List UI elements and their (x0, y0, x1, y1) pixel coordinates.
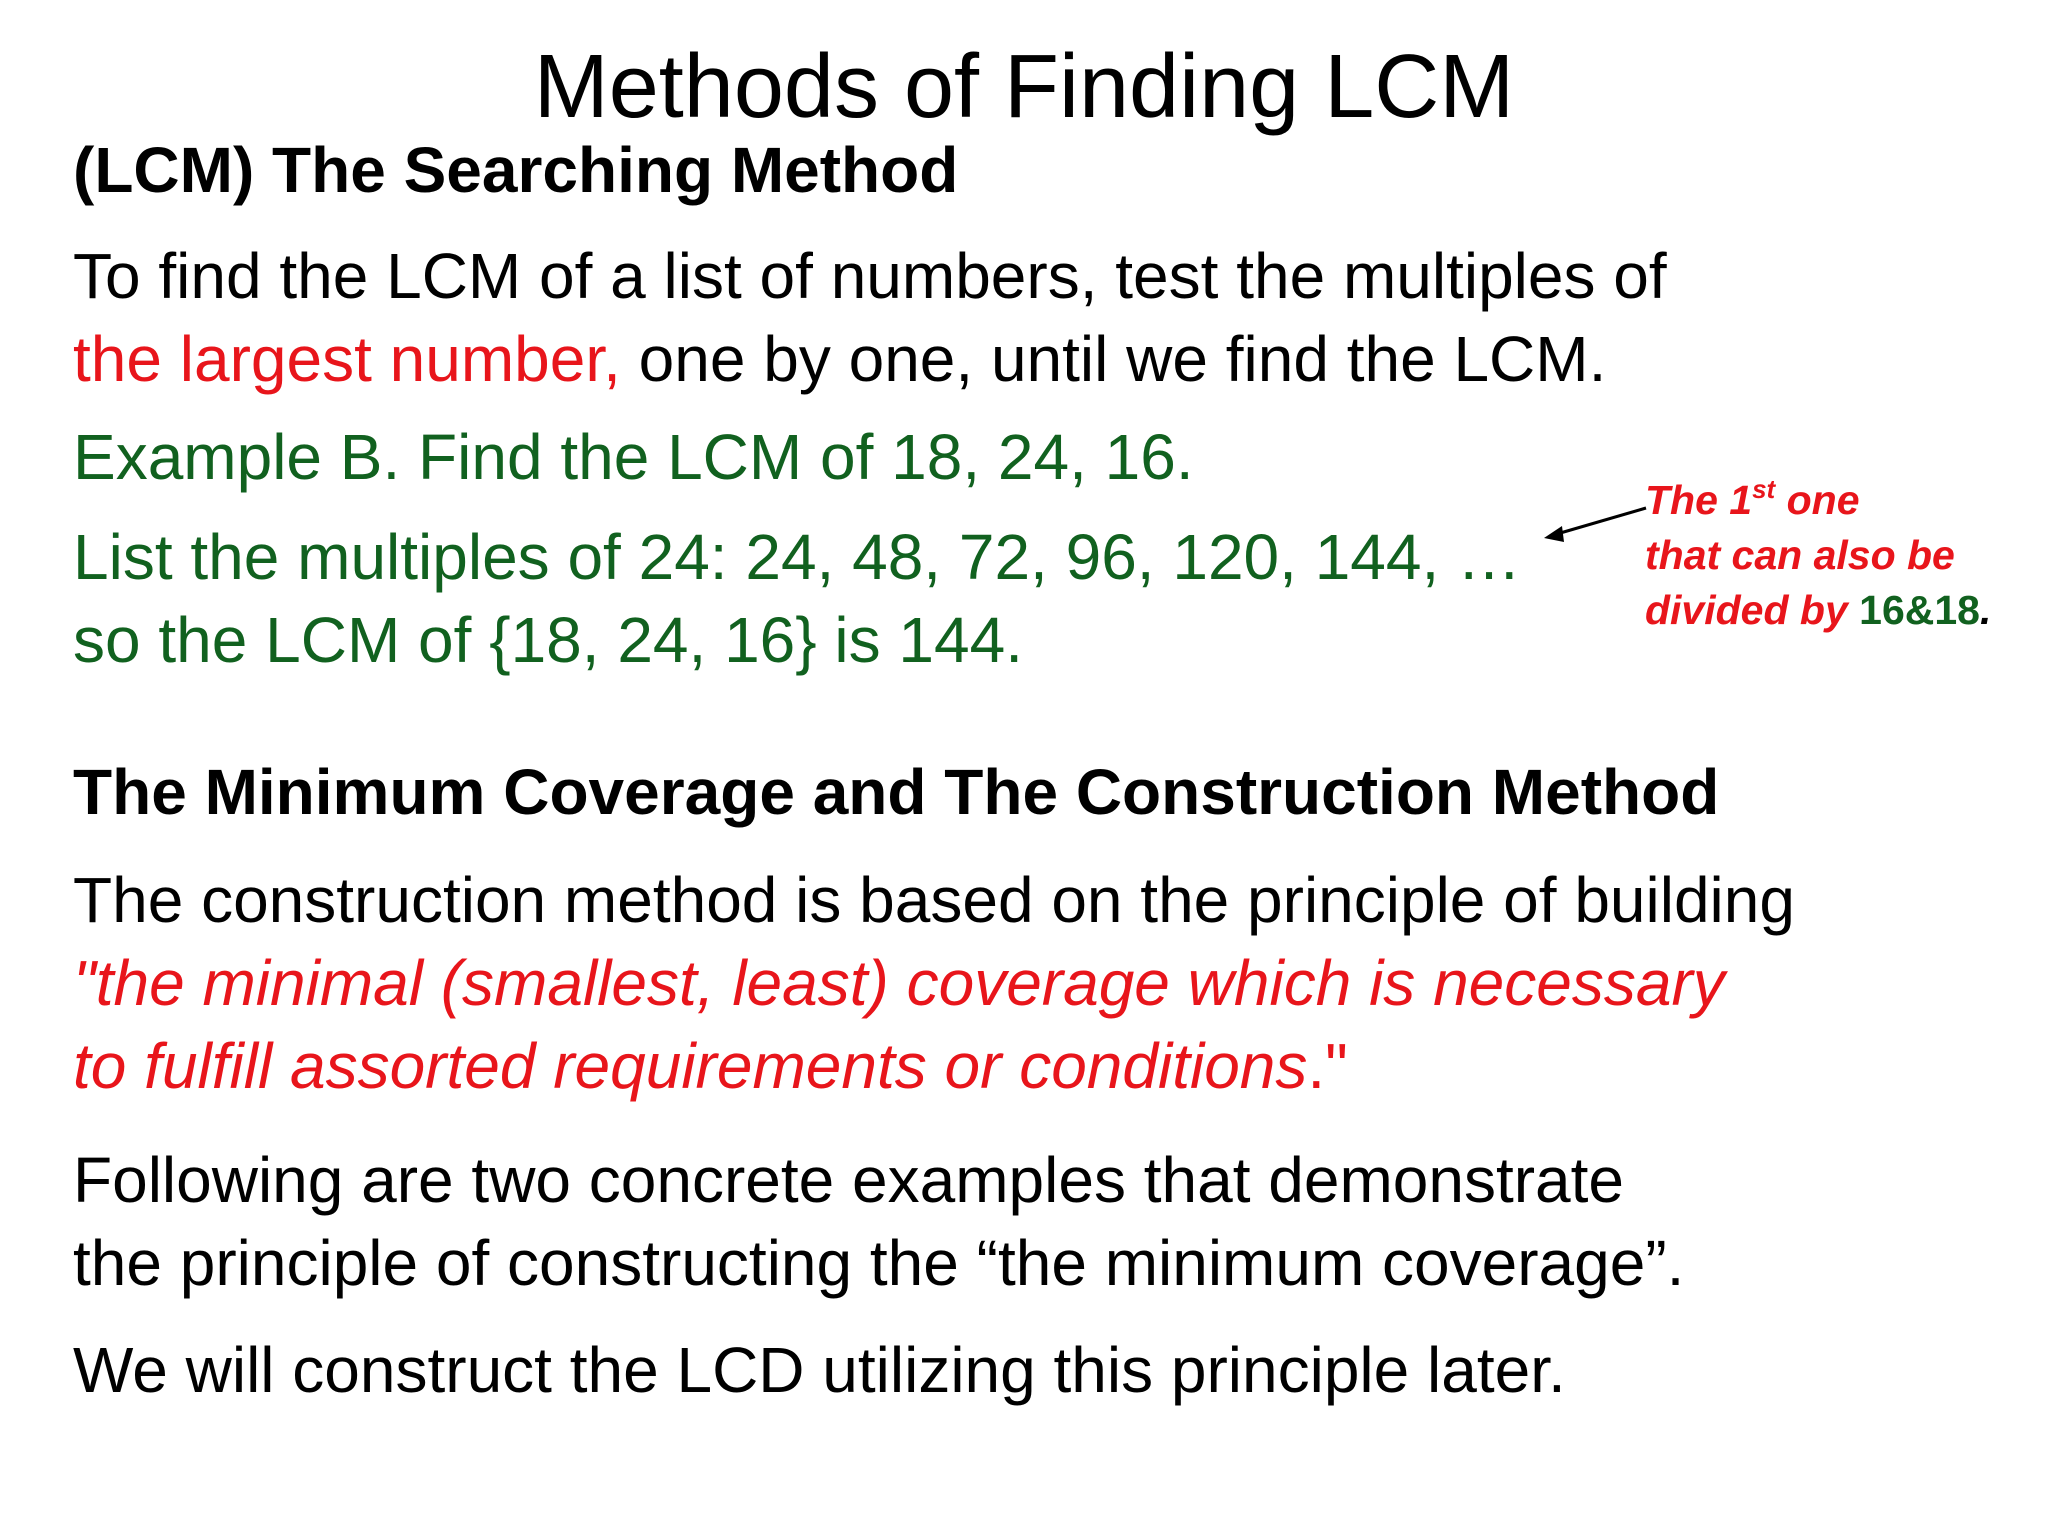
largest-number-highlight: the largest number, (73, 323, 621, 395)
annotation-text: one (1775, 477, 1860, 523)
principle-quote-line-1: "the minimal (smallest, least) coverage which is necessary (73, 947, 1725, 1019)
intro-line-2 (73, 323, 1607, 395)
construction-method-heading: The Minimum Coverage and The Construction Method (73, 756, 1720, 828)
annotation-text: divided by (1645, 587, 1860, 633)
annotation-numbers: 16&18 (1859, 587, 1980, 633)
annotation-line-1 (1645, 474, 1860, 523)
principle-quote-line-2 (73, 1030, 1348, 1102)
lcd-note: We will construct the LCD utilizing this principle later. (73, 1334, 1566, 1406)
annotation-period: . (1979, 587, 1992, 633)
annotation-arrow (1540, 500, 1650, 550)
conclusion-line: so the LCM of {18, 24, 16} is 144. (73, 604, 1023, 676)
examples-line-1: Following are two concrete examples that demonstrate (73, 1144, 1624, 1216)
principle-line-1: The construction method is based on the principle of building (73, 864, 1795, 936)
annotation-line-2: that can also be (1645, 532, 1955, 578)
multiples-line: List the multiples of 24: 24, 48, 72, 96, 120, 144, … (73, 521, 1522, 593)
principle-quote-end: ." (1307, 1030, 1348, 1102)
principle-quote-text: to fulfill assorted requirements or conditions (73, 1030, 1308, 1102)
annotation-text: The 1 (1645, 477, 1753, 523)
slide-title: Methods of Finding LCM (533, 37, 1515, 137)
examples-line-2: the principle of constructing the “the minimum coverage”. (73, 1227, 1685, 1299)
intro-line-2-rest: one by one, until we find the LCM. (620, 323, 1607, 395)
annotation-superscript: st (1752, 474, 1776, 504)
annotation-line-3 (1645, 587, 1992, 633)
searching-method-heading: (LCM) The Searching Method (73, 134, 959, 206)
intro-line-1: To find the LCM of a list of numbers, test the multiples of (73, 240, 1667, 312)
example-b-line: Example B. Find the LCM of 18, 24, 16. (73, 421, 1194, 493)
